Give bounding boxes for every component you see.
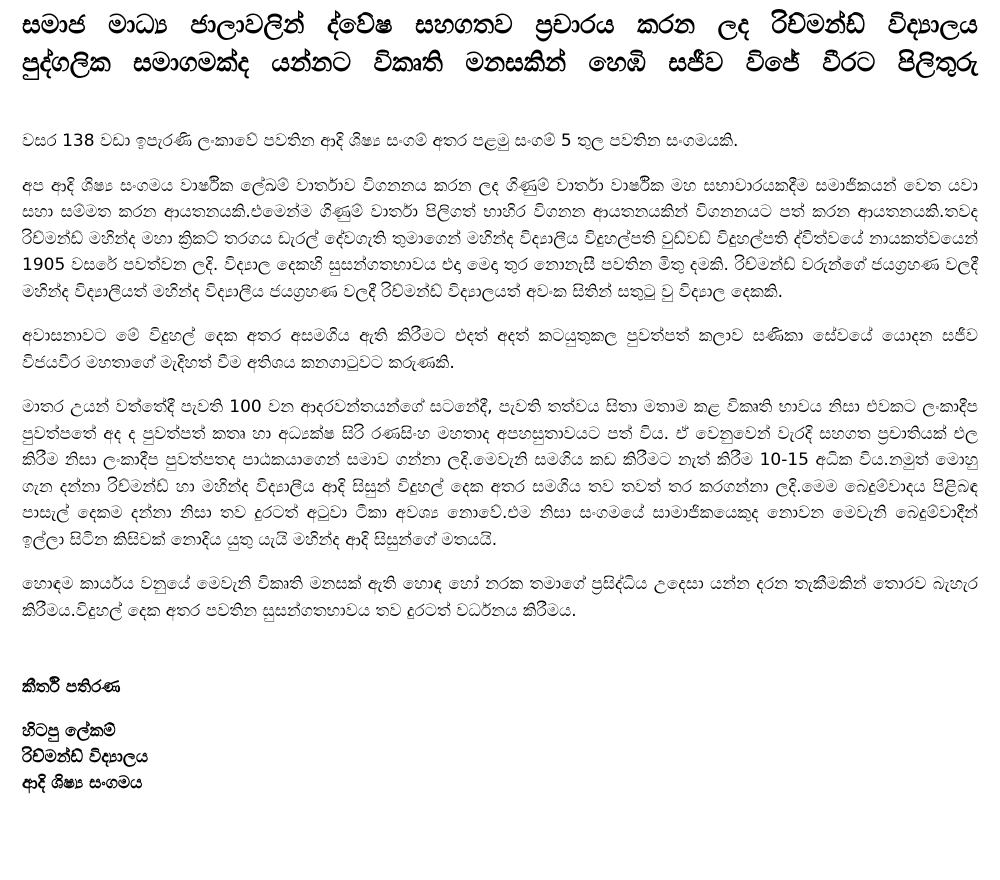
paragraph-4: මාතර උයන් වත්තේදී පැවති 100 වන ආදරවන්තයන්ගේ සටනේදී, පැවති තත්වය සිතා මතාම කළ විකෘති භාවය නිසා එවකට ලංකාදීප පුවත්පතේ අද ද පුවත්පත් කතෘ හා අධ්‍යක්ෂ සිරි රණසිංහ මහතාද අපහසුතාවයට පත් විය. ඒ වෙනුවෙන් වැරදි සහගත ප්‍රචාතියක් එල කිරීම නිසා ලංකාදීප පුවත්පතද පාඨකයාගෙන් සමාව ගන්නා ලදි.මෙවැනි සමගිය කඩ කිරීමට නැත් කිරීම 10-15 අධික විය.නමුත් මොහු ගැන දන්නා රිච්මන්ඩ් හා මහින්ද විද්‍යාලීය ආදි සිසුන් විදුහල් දෙක අතර සමගිය තව තවත් තර කරගන්නා ලදි.මෙම බෙදුම්වාදය පිළිබඳ පාසැල් දෙකම දන්නා නිසා තව දුරටත් අටුවා ටීකා අවශ්‍ය නොවේ.එම නිසා සංගමයේ සාමාජිකයෙකුද නොවන මෙවැනි බෙදුම්වාදීන් ඉල්ලා සිටින කිසිවක් නොදිය යුතු යැයි මහින්ද ආදි සිසුන්ගේ මතයයි. xyxy=(22,397,978,550)
paragraph-2: අප ආදි ශිෂ්‍ය සංගමය වාර්ෂික ලේඛම් වාර්තාව විගනනය කරන ලද ගිණුම් වාර්තා වාර්ෂික මහ සභාවාරයකදීම සමාජිකයන් වෙත යවා සහා සම්මත කරන ආයතනයකි.එමෙන්ම ගිණුම් වාර්තා පිලිගත් භාහිර විගනන ආයතනයකින් විගනනයට පත් කරන ආයතනයකි.තවද රිච්මන්ඩ් මහින්ද මහා ක්‍රිකට් තරගය ඩැරල් දේවගැති තුමාගෙන් මහින්ද විද්‍යාලීය විදුහල්පති වුඩ්වඩ් විදුහල්පති ද්විත්වයේ නායකත්වයෙන් 1905 වසරේ පවත්වන ලදි. විද්‍යාල දෙකහි සුසන්ගතභාවය එදා මෙදා තුර නොනැසී පවතින මිතු දමකි. රිච්මන්ඩ් වරුන්ගේ ජයග්‍රහණ වලදී මහින්ද විද්‍යාලීයත් මහින්ද විද්‍යාලීය ජයග්‍රහණ වලදී රිච්මන්ඩ් විද්‍යාලයත් අවංක සිතින් සතුටු වු විද්‍යාල දෙකකි. xyxy=(22,175,978,302)
letter-heading xyxy=(22,6,978,82)
signatory-name: කීර්ති පතිරණ xyxy=(22,677,121,697)
signatory-association: ආදි ශිෂ්‍ය සංගමය xyxy=(22,773,143,793)
letter-body xyxy=(22,128,978,624)
signature-block xyxy=(22,674,978,796)
signatory-role: හිටපු ලේකම් xyxy=(22,721,116,741)
heading-line-2: පුද්ගලික සමාගමක්ද යන්නට විකෘති මනසකින් හෙඹි සජීව විජේ වීරට පිලිතුරු xyxy=(22,48,978,78)
paragraph-1: වසර 138 වඩා ඉපැරණි ලංකාවේ පවතින ආදි ශිෂ්‍ය සංගම් අතර පළමු සංගම් 5 තුල පවතින සංගමයකි. xyxy=(22,131,739,151)
letter-document xyxy=(22,6,978,796)
paragraph-3: අවාසනාවට මේ විදුහල් දෙක අතර අසමගිය ඇති කිරීමට එදත් අදත් කටයුතුකල පුවත්පත් කලාව සණිකා සේවයේ යොදන සජීව විජයවීර මහතාගේ මැදිහත් වීම අතිශය කනගාටුවට කරුණකි. xyxy=(22,326,978,373)
signatory-school: රිච්මන්ඩ් විද්‍යාලය xyxy=(22,747,149,767)
heading-line-1: සමාජ මාධ්‍ය ජාලාවලින් ද්වේෂ සහගතව ප්‍රචාරය කරන ලද රිච්මන්ඩ් විද්‍යාලය xyxy=(22,10,978,40)
paragraph-5: හොඳම කාර්යය වනුයේ මෙවැනි විකෘති මනසක් ඇති හොඳ හෝ නරක තමාගේ ප්‍රසිද්ධිය උදෙසා යන්න දරන තැකීමකින් තොරව බැහැර කිරීමය.විදුහල් දෙක අතර පවතින සුසන්ගතභාවය තව දුරටත් වර්ධනය කිරීමය. xyxy=(22,574,978,621)
